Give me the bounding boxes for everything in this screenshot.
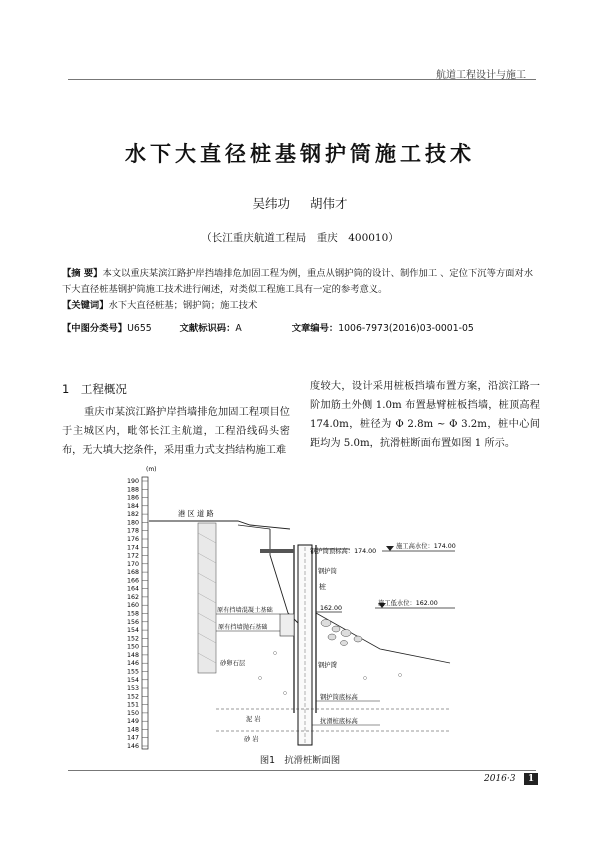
author-1: 吴纬功 — [252, 196, 290, 211]
classification-line — [62, 320, 474, 334]
casing-label-2: 钢护筒 — [318, 662, 337, 669]
scale-tick-label: 184 — [126, 502, 139, 510]
riprap-boulders — [321, 620, 362, 646]
scale-tick-label: 148 — [126, 726, 139, 734]
footer-rule — [68, 770, 536, 771]
issue-date: 2016·3 — [484, 774, 516, 784]
stone-label: 原有挡墙抛石基础 — [218, 624, 268, 631]
scale-tick-label: 162 — [126, 593, 139, 601]
scale-tick-label: 174 — [126, 544, 139, 552]
pile-bottom-label: 抗滑桩底标高 — [320, 718, 358, 725]
scale-tick-label: 166 — [126, 577, 139, 585]
scale-tick-label: 156 — [126, 618, 139, 626]
section-heading: 1 工程概况 — [62, 382, 127, 396]
scale-tick-label: 146 — [126, 660, 139, 668]
scale-unit: (m) — [146, 466, 157, 473]
scale-tick-label: 180 — [126, 519, 139, 527]
doc-value: A — [235, 323, 242, 334]
scale-tick-label: 152 — [126, 635, 139, 643]
journal-header: 航道工程设计与施工 — [436, 70, 526, 81]
scale-tick-label: 146 — [126, 743, 139, 750]
scale-tick-label: 154 — [126, 676, 139, 684]
high-water-label: 施工高水位：174.00 — [396, 543, 456, 550]
scale-tick-label: 190 — [126, 478, 139, 485]
scale-tick-label: 158 — [126, 610, 139, 618]
abstract — [62, 266, 542, 298]
casing-bottom-label: 钢护筒底标高 — [320, 694, 358, 701]
clc-value: U655 — [127, 323, 152, 334]
author-2: 胡伟才 — [309, 196, 348, 211]
scale-bar — [142, 477, 148, 749]
gravel-label: 砂卵石层 — [220, 660, 246, 667]
scale-tick-label: 164 — [126, 585, 139, 593]
scale-tick-label: 152 — [126, 693, 139, 701]
body-column-right: 度较大，设计采用桩板挡墙布置方案，沿滨江路一阶加筋土外侧 1.0m 布置悬臂桩板挡墙，桩顶高程 174.0m，桩径为 Φ 2.8m ~ Φ 3.2m，桩中心间距均为 5.0m，抗滑桩断面布置如图 1 所示。 — [310, 381, 540, 449]
scale-tick-label: 172 — [126, 552, 139, 560]
low-water-label: 施工低水位：162.00 — [378, 600, 438, 607]
scale-tick-label: 178 — [126, 527, 139, 535]
abstract-text: 本文以重庆某滨江路护岸挡墙排危加固工程为例，重点从钢护筒的设计、制作加工 、定位下沉等方面对水下大直径桩基钢护筒施工技术进行阐述，对类似工程施工具有一定的参考意义。 — [62, 268, 534, 295]
scale-tick-label: 150 — [126, 709, 139, 717]
level-162-label: 162.00 — [320, 605, 343, 612]
casing-label-1: 钢护筒 — [318, 568, 337, 575]
scale-tick-label: 151 — [126, 701, 139, 709]
figure-caption: 图1 抗滑桩断面图 — [259, 755, 341, 766]
affiliation: （长江重庆航道工程局 重庆 400010） — [201, 232, 399, 244]
mudstone-label: 泥 岩 — [246, 716, 261, 723]
scale-tick-label: 182 — [126, 511, 139, 519]
abstract-label: 【摘 要】 — [62, 268, 103, 279]
scale-tick-label: 147 — [126, 734, 139, 742]
pile-section-figure — [120, 463, 500, 753]
scale-tick-label: 150 — [126, 643, 139, 651]
abstract-block — [62, 266, 542, 314]
keywords — [62, 298, 542, 314]
gravel-texture — [259, 652, 402, 695]
scale-tick-label: 148 — [126, 651, 139, 659]
page-number: 1 — [524, 773, 538, 785]
keywords-text: 水下大直径桩基；钢护筒；施工技术 — [108, 300, 258, 311]
scale-tick-label: 168 — [126, 569, 139, 577]
road-label: 港 区 道 路 — [178, 509, 214, 518]
authors — [0, 194, 600, 212]
article-value: 1006-7973(2016)03-0001-05 — [338, 323, 474, 334]
platform — [260, 549, 294, 553]
scale-tick-label: 176 — [126, 536, 139, 543]
high-water-marker — [386, 546, 394, 551]
scale-tick-label: 154 — [126, 627, 139, 635]
scale-tick-label: 188 — [126, 486, 139, 494]
body-column-left: 重庆市某滨江路护岸挡墙排危加固工程项目位于主城区内，毗邻长江主航道，工程沿线码头密布，无大填大挖条件，采用重力式支挡结构施工难 — [62, 407, 290, 456]
scale-tick-label: 149 — [126, 718, 139, 726]
concrete-label: 原有挡墙混凝土基础 — [217, 607, 273, 614]
casing-top-label: 钢护筒顶标高：174.00 — [310, 548, 377, 555]
doc-label: 文献标识码： — [179, 323, 236, 334]
scale-tick-label: 170 — [126, 560, 139, 568]
scale-tick-label: 160 — [126, 602, 139, 610]
scale-tick-label: 155 — [126, 668, 139, 676]
scale-tick-label: 153 — [126, 685, 139, 692]
keywords-label: 【关键词】 — [62, 300, 109, 311]
article-label: 文章编号： — [291, 323, 339, 334]
concrete-foundation — [280, 614, 294, 636]
clc-label: 【中图分类号】 — [62, 323, 128, 334]
paper-title: 水下大直径桩基钢护筒施工技术 — [125, 142, 475, 166]
scale-tick-label: 186 — [126, 494, 139, 502]
road-surface — [149, 521, 290, 529]
header-rule — [68, 79, 536, 80]
sandstone-label: 砂 岩 — [244, 736, 259, 743]
pile-label: 桩 — [319, 583, 326, 591]
